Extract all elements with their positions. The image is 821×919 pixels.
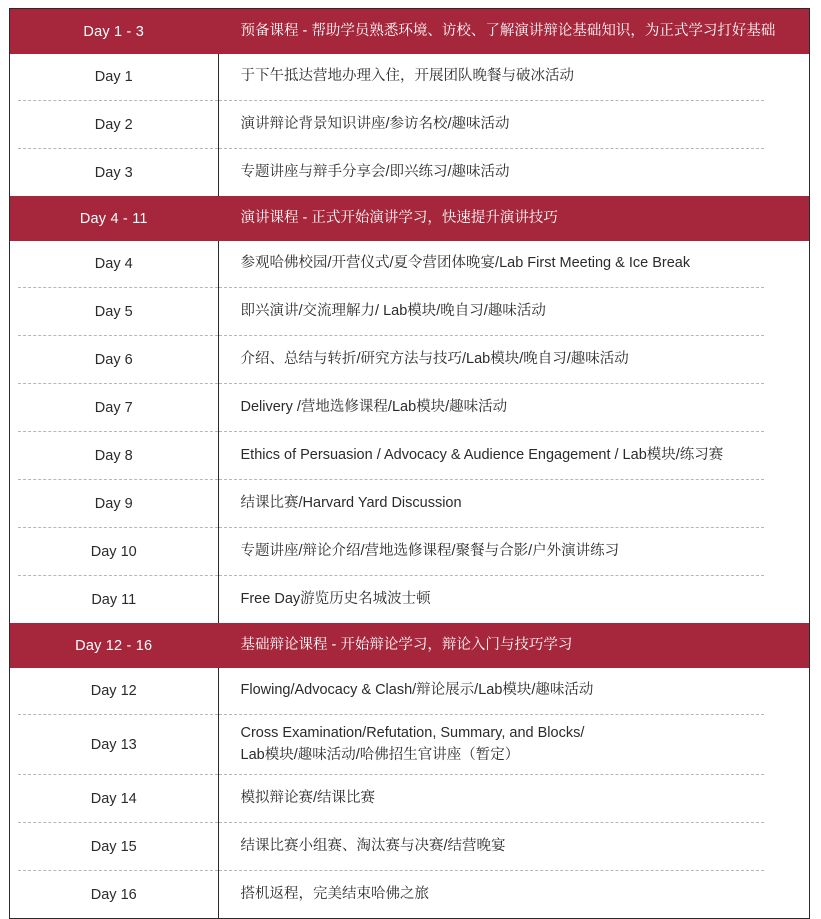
section-header-description: 预备课程 - 帮助学员熟悉环境、访校、了解演讲辩论基础知识，为正式学习打好基础 bbox=[218, 9, 809, 54]
day-label: Day 13 bbox=[10, 716, 218, 774]
day-description-line: Delivery /营地选修课程/Lab模块/趣味活动 bbox=[240, 399, 508, 416]
day-description-line: 即兴演讲/交流理解力/ Lab模块/晚自习/趣味活动 bbox=[240, 303, 546, 320]
day-description-line: 专题讲座与辩手分享会/即兴练习/趣味活动 bbox=[240, 164, 510, 181]
day-label: Day 16 bbox=[10, 872, 218, 918]
day-description-line: Lab模块/趣味活动/哈佛招生官讲座（暂定） bbox=[240, 747, 520, 763]
table-row bbox=[10, 481, 809, 527]
day-description-line: 演讲辩论背景知识讲座/参访名校/趣味活动 bbox=[240, 116, 510, 133]
day-description bbox=[218, 481, 809, 527]
table-row bbox=[10, 289, 809, 335]
table-row bbox=[10, 577, 809, 623]
day-description bbox=[218, 668, 809, 714]
day-description bbox=[218, 716, 809, 774]
day-label: Day 1 bbox=[10, 54, 218, 100]
table-row bbox=[10, 776, 809, 822]
day-description bbox=[218, 824, 809, 870]
section-header-row bbox=[10, 623, 809, 668]
section-header-row bbox=[10, 196, 809, 241]
day-description bbox=[218, 102, 809, 148]
day-description-line: Free Day游览历史名城波士顿 bbox=[240, 591, 431, 608]
day-description bbox=[218, 54, 809, 100]
day-label: Day 10 bbox=[10, 529, 218, 575]
day-label: Day 15 bbox=[10, 824, 218, 870]
day-label: Day 8 bbox=[10, 433, 218, 479]
table-row bbox=[10, 433, 809, 479]
day-description bbox=[218, 433, 809, 479]
table-row bbox=[10, 337, 809, 383]
table-row bbox=[10, 824, 809, 870]
section-header-row bbox=[10, 9, 809, 54]
day-description bbox=[218, 289, 809, 335]
schedule-table-body bbox=[10, 9, 809, 918]
day-description-line: Flowing/Advocacy & Clash/辩论展示/Lab模块/趣味活动 bbox=[240, 682, 594, 699]
day-label: Day 7 bbox=[10, 385, 218, 431]
day-label: Day 6 bbox=[10, 337, 218, 383]
table-row bbox=[10, 716, 809, 774]
day-label: Day 3 bbox=[10, 150, 218, 196]
day-label: Day 4 bbox=[10, 241, 218, 287]
day-description bbox=[218, 337, 809, 383]
day-description-line: Cross Examination/Refutation, Summary, and Blocks/ bbox=[240, 725, 585, 742]
day-label: Day 9 bbox=[10, 481, 218, 527]
schedule-table-container bbox=[9, 8, 810, 919]
day-description-line: 搭机返程，完美结束哈佛之旅 bbox=[240, 886, 429, 903]
day-description-line: 于下午抵达营地办理入住，开展团队晚餐与破冰活动 bbox=[240, 68, 574, 85]
day-description-line: 专题讲座/辩论介绍/营地选修课程/聚餐与合影/户外演讲练习 bbox=[240, 543, 620, 560]
day-description-line: 结课比赛小组赛、淘汰赛与决赛/结营晚宴 bbox=[240, 838, 506, 855]
table-row bbox=[10, 668, 809, 714]
table-row bbox=[10, 54, 809, 100]
day-description bbox=[218, 150, 809, 196]
schedule-table bbox=[10, 9, 809, 918]
section-header-description: 演讲课程 - 正式开始演讲学习，快速提升演讲技巧 bbox=[218, 196, 809, 241]
day-label: Day 11 bbox=[10, 577, 218, 623]
day-description-line: 结课比赛/Harvard Yard Discussion bbox=[240, 495, 462, 512]
table-row bbox=[10, 529, 809, 575]
section-header-day-range: Day 4 - 11 bbox=[10, 196, 218, 241]
day-description-line: 模拟辩论赛/结课比赛 bbox=[240, 790, 376, 807]
table-row bbox=[10, 150, 809, 196]
table-row bbox=[10, 102, 809, 148]
table-row bbox=[10, 872, 809, 918]
day-label: Day 14 bbox=[10, 776, 218, 822]
day-label: Day 2 bbox=[10, 102, 218, 148]
day-description bbox=[218, 529, 809, 575]
day-label: Day 12 bbox=[10, 668, 218, 714]
table-row bbox=[10, 385, 809, 431]
day-description bbox=[218, 776, 809, 822]
day-description bbox=[218, 385, 809, 431]
day-description bbox=[218, 577, 809, 623]
section-header-description: 基础辩论课程 - 开始辩论学习，辩论入门与技巧学习 bbox=[218, 623, 809, 668]
day-description-line: 参观哈佛校园/开营仪式/夏令营团体晚宴/Lab First Meeting & Ice Break bbox=[240, 255, 691, 272]
day-description-line: 介绍、总结与转折/研究方法与技巧/Lab模块/晚自习/趣味活动 bbox=[240, 351, 629, 368]
day-description bbox=[218, 241, 809, 287]
section-header-day-range: Day 12 - 16 bbox=[10, 623, 218, 668]
day-label: Day 5 bbox=[10, 289, 218, 335]
section-header-day-range: Day 1 - 3 bbox=[10, 9, 218, 54]
day-description-line: Ethics of Persuasion / Advocacy & Audience Engagement / Lab模块/练习赛 bbox=[240, 447, 724, 464]
table-row bbox=[10, 241, 809, 287]
day-description bbox=[218, 872, 809, 918]
